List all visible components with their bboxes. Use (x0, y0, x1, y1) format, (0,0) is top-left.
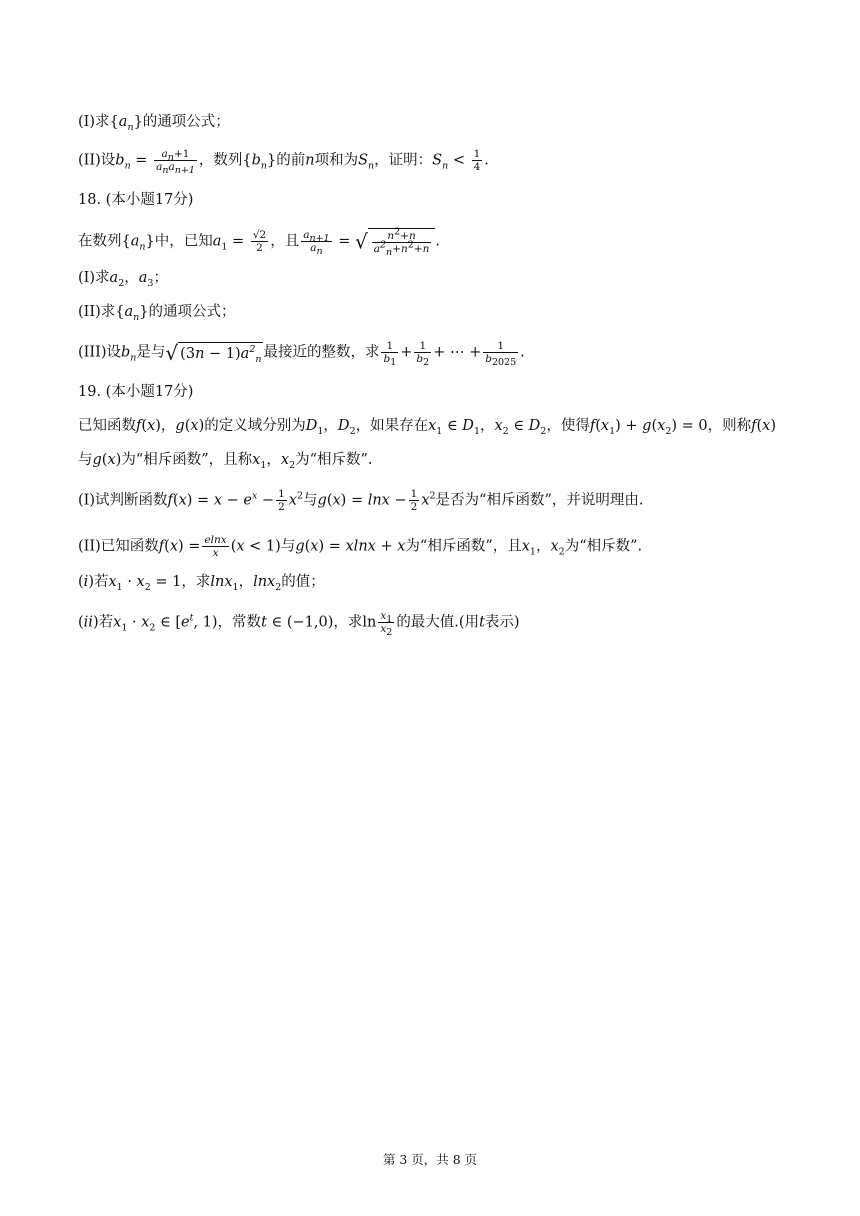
page-footer: 第 3 页，共 8 页 (382, 1152, 478, 1167)
q18-stem: 在数列$\{a_n\}$中，已知$a_1$ = $\frac{√2}{2}$ ，且 $\frac{a_{n+1}}{a_n}$ = √ $\frac{n^2+n}{a^2_n+n^2+n}$ . (78, 226, 440, 259)
q19-heading: 19. (本小题17分) (78, 384, 194, 400)
q19-stem-line1: 已知函数f(x)，g(x)的定义域分别为$D_1$，$D_2$，如果存在$x_1$ ∈ $D_1$，$x_2$ ∈ $D_2$，使得$f(x_1) + g(x_2) = 0$，则称f(x) (78, 418, 777, 437)
q18-heading: 18. (本小题17分) (78, 192, 194, 208)
q18-part3: (III)设$b_n$是与√ $(3n - 1)a^2_n$ 最接近的整数，求 $\frac{1}{b_1}$ + $\frac{1}{b_2}$ + ⋯ + $\frac{1}{b_{2025}}$ . (78, 340, 525, 369)
q19-stem-line2: 与g(x)为“相斥函数”，且称$x_1$，$x_2$为“相斥数”. (78, 452, 373, 471)
q17-part1: (I)求$\{a_n\}$的通项公式； (78, 114, 230, 133)
q19-part1: (I)试判断函数$f(x) = x - e^x$ − $\frac{1}{2}$ $x^2$与g(x) = lnx − $\frac{1}{2}$ $x^2$是否为“相斥函数”，并说明理由. (78, 488, 644, 513)
q19-part2: (II)已知函数f(x) = $\frac{elnx}{x}$ (x < 1)与g(x) = xlnx + x为“相斥函数”，且$x_1$，$x_2$为“相斥数”. (78, 534, 643, 559)
q19-sub-i: (i)若$x_1 \cdot x_2 = 1$，求lnx$_1$，lnx$_2$的值； (78, 574, 325, 593)
q18-part1: (I)求$a_2$，$a_3$； (78, 270, 168, 289)
q17-part2: (II)设$b_n$ = $\frac{a_n+1}{a_na_{n+1}}$ ，数列$\{b_n\}$的前n项和为$S_n$，证明：$S_n$ < $\frac{1}{4}$ . (78, 148, 489, 177)
q19-sub-ii: (ii)若$x_1 \cdot x_2$ ∈ [$e^t$, 1)，常数t ∈ (−1,0)，求ln $\frac{x_1}{x_2}$ 的最大值.(用t表示) (78, 610, 520, 639)
q18-part2: (II)求$\{a_n\}$的通项公式； (78, 304, 236, 323)
